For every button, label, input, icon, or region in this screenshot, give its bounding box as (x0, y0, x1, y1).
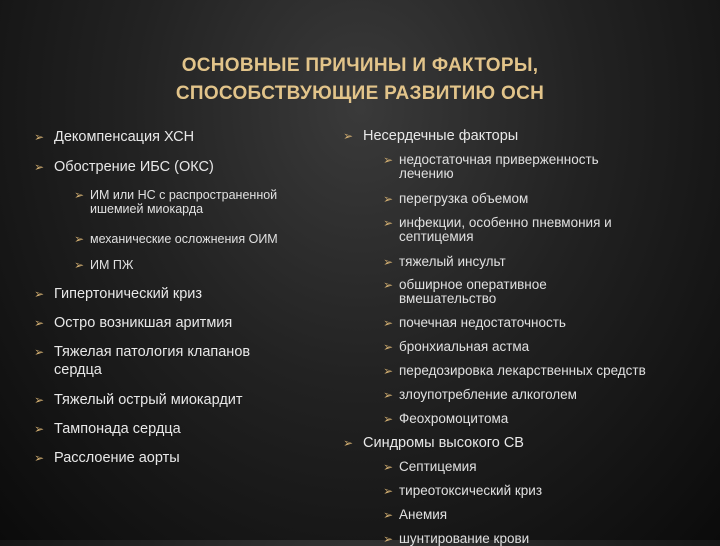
arrow-bullet-icon: ➢ (383, 255, 394, 269)
right-item-10: ➢ Феохромоцитома (383, 411, 509, 426)
right-item-4: ➢ тяжелый инсульт (383, 254, 506, 269)
arrow-bullet-icon: ➢ (34, 130, 45, 144)
left-item-6: ➢ Тяжелый острый миокардит (34, 392, 243, 408)
arrow-bullet-icon: ➢ (383, 153, 394, 167)
arrow-bullet-icon: ➢ (34, 287, 45, 301)
arrow-bullet-icon: ➢ (383, 340, 394, 354)
arrow-bullet-icon: ➢ (383, 388, 394, 402)
left-subitem-2: ➢ механические осложнения ОИМ (74, 232, 278, 246)
right-item-7: ➢ бронхиальная астма (383, 339, 530, 354)
slide-title (60, 52, 660, 108)
arrow-bullet-icon: ➢ (383, 192, 394, 206)
arrow-bullet-icon: ➢ (74, 258, 85, 272)
title-line-2: СПОСОБСТВУЮЩИЕ РАЗВИТИЮ ОСН (175, 83, 545, 104)
right-item-5: ➢ обширное оперативное вмешательство (383, 277, 547, 306)
left-item-2: ➢ Обострение ИБС (ОКС) (34, 159, 214, 175)
left-item-3: ➢ Гипертонический криз (34, 286, 203, 302)
right-item-2: ➢ перегрузка объемом (383, 191, 529, 206)
right-item-6: ➢ почечная недостаточность (383, 315, 566, 330)
arrow-bullet-icon: ➢ (343, 436, 354, 450)
arrow-bullet-icon: ➢ (74, 232, 85, 246)
right-item-14: ➢ шунтирование крови (383, 531, 530, 546)
left-subitem-1: ➢ ИМ или НС с распространенной ишемией миокарда (74, 188, 278, 216)
left-subitem-3: ➢ ИМ ПЖ (74, 258, 134, 272)
right-item-9: ➢ злоупотребление алкоголем (383, 387, 577, 402)
title-line-1: ОСНОВНЫЕ ПРИЧИНЫ И ФАКТОРЫ, (181, 55, 539, 76)
arrow-bullet-icon: ➢ (74, 188, 85, 202)
right-item-12: ➢ тиреотоксический криз (383, 483, 543, 498)
right-item-1: ➢ недостаточная приверженность лечению (383, 152, 599, 181)
right-item-3: ➢ инфекции, особенно пневмония и септицемия (383, 215, 612, 244)
arrow-bullet-icon: ➢ (383, 412, 394, 426)
right-heading-1: ➢ Несердечные факторы (343, 128, 519, 144)
arrow-bullet-icon: ➢ (34, 422, 45, 436)
arrow-bullet-icon: ➢ (383, 508, 394, 522)
left-item-4: ➢ Остро возникшая аритмия (34, 315, 233, 331)
left-item-1: ➢ Декомпенсация ХСН (34, 129, 195, 145)
right-heading-2: ➢ Синдромы высокого СВ (343, 435, 524, 451)
arrow-bullet-icon: ➢ (34, 160, 45, 174)
arrow-bullet-icon: ➢ (34, 393, 45, 407)
left-item-8: ➢ Расслоение аорты (34, 450, 180, 466)
right-item-13: ➢ Анемия (383, 507, 448, 522)
arrow-bullet-icon: ➢ (383, 216, 394, 230)
arrow-bullet-icon: ➢ (383, 484, 394, 498)
arrow-bullet-icon: ➢ (383, 278, 394, 292)
left-item-7: ➢ Тампонада сердца (34, 421, 181, 437)
arrow-bullet-icon: ➢ (383, 364, 394, 378)
arrow-bullet-icon: ➢ (34, 451, 45, 465)
arrow-bullet-icon: ➢ (383, 460, 394, 474)
left-item-5: ➢ Тяжелая патология клапанов сердца (34, 344, 251, 378)
arrow-bullet-icon: ➢ (34, 316, 45, 330)
right-item-11: ➢ Септицемия (383, 459, 477, 474)
arrow-bullet-icon: ➢ (343, 129, 354, 143)
arrow-bullet-icon: ➢ (383, 316, 394, 330)
arrow-bullet-icon: ➢ (34, 345, 45, 359)
arrow-bullet-icon: ➢ (383, 532, 394, 546)
right-item-8: ➢ передозировка лекарственных средств (383, 363, 646, 378)
